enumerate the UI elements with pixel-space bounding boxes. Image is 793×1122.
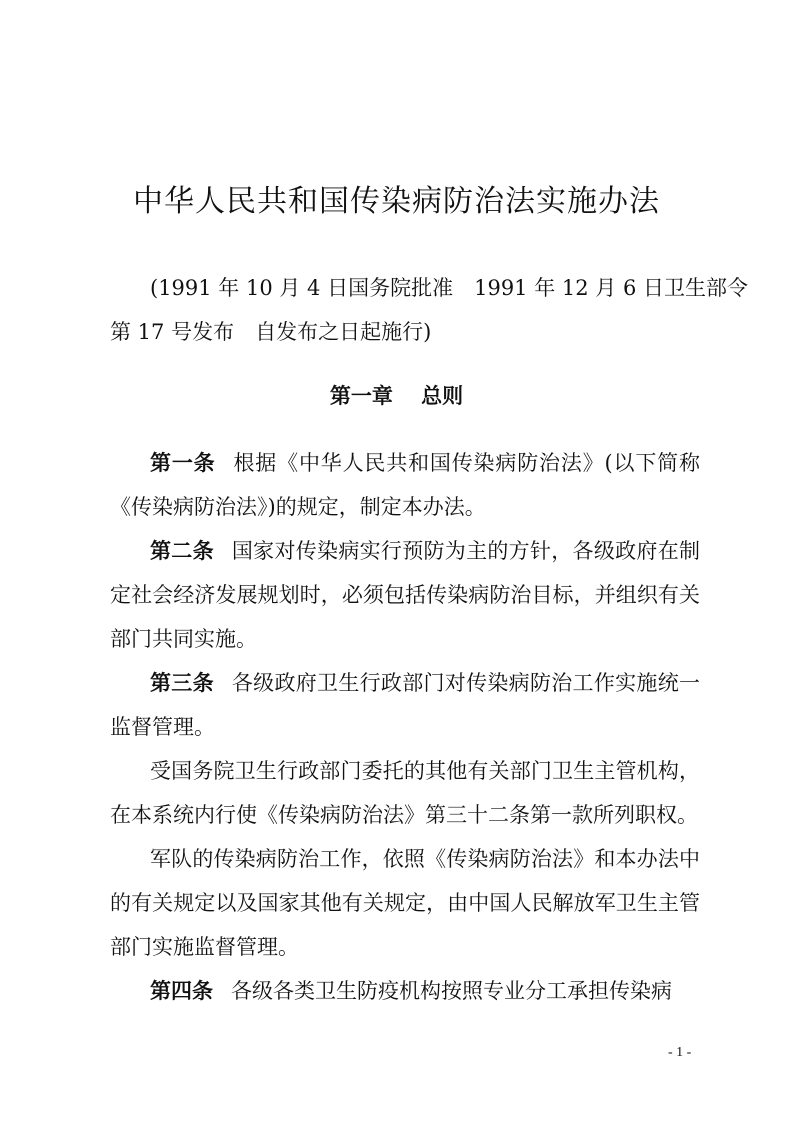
document-title: 中华人民共和国传染病防治法实施办法 (133, 184, 660, 219)
issuance-line: 第 17 号发布 自发布之日起施行) (110, 320, 432, 344)
article-paragraph (110, 441, 700, 529)
article-text: 根据《中华人民共和国传染病防治法》(以下简称《传染病防治法》)的规定，制定本办法。 (110, 451, 700, 519)
chapter-title: 第一章 总则 (329, 384, 464, 408)
article-label: 第二条 (150, 539, 214, 563)
paragraph-text: 军队的传染病防治工作，依照《传染病防治法》和本办法中的有关规定以及国家其他有关规定，由中国人民解放军卫生主管部门实施监督管理。 (110, 847, 700, 959)
approval-line: (1991 年 10 月 4 日国务院批准 1991 年 12 月 6 日卫生部令 (150, 276, 748, 300)
article-paragraph (110, 529, 700, 661)
article-text: 各级政府卫生行政部门对传染病防治工作实施统一监督管理。 (110, 671, 700, 739)
article-paragraph (110, 969, 700, 1013)
document-metadata (110, 266, 748, 354)
article-label: 第一条 (150, 451, 216, 475)
article-text: 国家对传染病实行预防为主的方针，各级政府在制定社会经济发展规划时，必须包括传染病防治目标，并组织有关部门共同实施。 (110, 539, 700, 651)
article-label: 第四条 (150, 979, 213, 1003)
body-paragraph (110, 749, 700, 837)
article-text: 各级各类卫生防疫机构按照专业分工承担传染病 (231, 979, 672, 1003)
paragraph-text: 受国务院卫生行政部门委托的其他有关部门卫生主管机构，在本系统内行使《传染病防治法》第三十二条第一款所列职权。 (110, 759, 700, 827)
page-number: - 1 - (668, 1045, 692, 1060)
article-paragraph (110, 661, 700, 749)
body-paragraph (110, 837, 700, 969)
document-body (110, 441, 700, 1013)
article-label: 第三条 (150, 671, 214, 695)
